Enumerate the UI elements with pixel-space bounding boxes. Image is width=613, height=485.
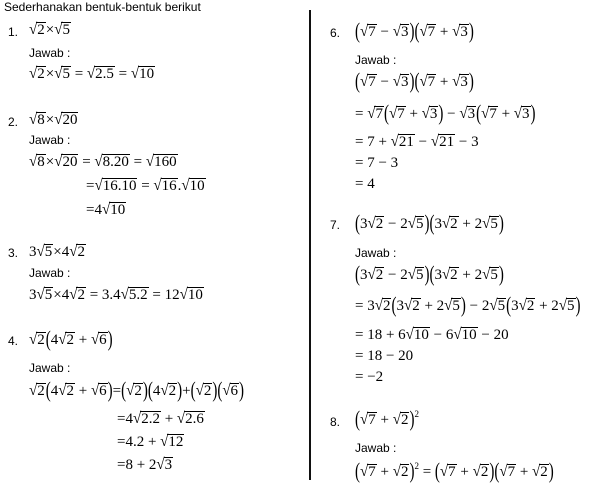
problem-4-step-4: =8 + 2√3 bbox=[117, 456, 173, 474]
problem-4-answer-label: Jawab : bbox=[29, 361, 71, 375]
problem-3-answer-label: Jawab : bbox=[29, 266, 71, 280]
problem-4-step-2: =4√2.2 + √2.6 bbox=[117, 410, 204, 428]
problem-6-step-4: = 7 − 3 bbox=[355, 155, 399, 171]
page-title: Sederhanakan bentuk-bentuk berikut bbox=[4, 0, 201, 14]
problem-4-step-3: =4.2 + √12 bbox=[117, 433, 184, 451]
problem-8-step-1: $(√7 + √2)^2 = (√7 + √2)(√7 + √2)$ bbox=[355, 460, 554, 484]
problem-7-number: 7. bbox=[330, 218, 341, 232]
problem-2-answer-label: Jawab : bbox=[29, 133, 71, 147]
problem-7-answer-label: Jawab : bbox=[355, 246, 397, 260]
problem-4-step-1: √2(4√2 + √6)=(√2)(4√2)+(√2)(√6) bbox=[29, 379, 245, 403]
problem-3-step-1: 3√5×4√2 = 3.4√5.2 = 12√10 bbox=[29, 286, 203, 304]
problem-1-number: 1. bbox=[8, 25, 19, 39]
problem-6-number: 6. bbox=[330, 26, 341, 40]
problem-7-step-5: = −2 bbox=[355, 369, 384, 385]
problem-7-step-1: (3√2 − 2√5)(3√2 + 2√5) bbox=[355, 263, 504, 287]
problem-2-step-2: =√16.10 = √16.√10 bbox=[86, 177, 205, 195]
problem-7-step-3: = 18 + 6√10 − 6√10 − 20 bbox=[355, 326, 509, 344]
problem-6-step-2: = √7(√7 + √3) − √3(√7 + √3) bbox=[355, 102, 536, 126]
problem-8-number: 8. bbox=[330, 415, 341, 429]
column-divider bbox=[309, 10, 311, 480]
problem-2-step-3: =4√10 bbox=[86, 201, 126, 219]
problem-3-number: 3. bbox=[8, 246, 19, 260]
problem-6-step-5: = 4 bbox=[355, 176, 375, 192]
problem-3-question: 3√5×4√2 bbox=[29, 243, 85, 261]
problem-4-question: √2(4√2 + √6) bbox=[29, 328, 113, 352]
problem-1-answer-label: Jawab : bbox=[29, 46, 71, 60]
problem-7-step-4: = 18 − 20 bbox=[355, 348, 414, 364]
problem-8-answer-label: Jawab : bbox=[355, 441, 397, 455]
problem-6-answer-label: Jawab : bbox=[355, 53, 397, 67]
problem-6-step-3: = 7 + √21 − √21 − 3 bbox=[355, 133, 479, 151]
problem-6-step-1: (√7 − √3)(√7 + √3) bbox=[355, 70, 474, 94]
problem-6-question: (√7 − √3)(√7 + √3) bbox=[355, 20, 474, 44]
problem-2-question: √8×√20 bbox=[29, 111, 78, 129]
problem-4-number: 4. bbox=[8, 334, 19, 348]
problem-8-question: $(√7 + √2)^2$ bbox=[355, 408, 419, 432]
problem-1-step-1: √2×√5 = √2.5 = √10 bbox=[29, 65, 155, 83]
problem-7-question: (3√2 − 2√5)(3√2 + 2√5) bbox=[355, 212, 504, 236]
problem-1-question: √2×√5 bbox=[29, 21, 70, 39]
problem-7-step-2: = 3√2(3√2 + 2√5) − 2√5(3√2 + 2√5) bbox=[355, 294, 581, 318]
problem-2-number: 2. bbox=[8, 115, 19, 129]
problem-2-step-1: √8×√20 = √8.20 = √160 bbox=[29, 153, 177, 171]
